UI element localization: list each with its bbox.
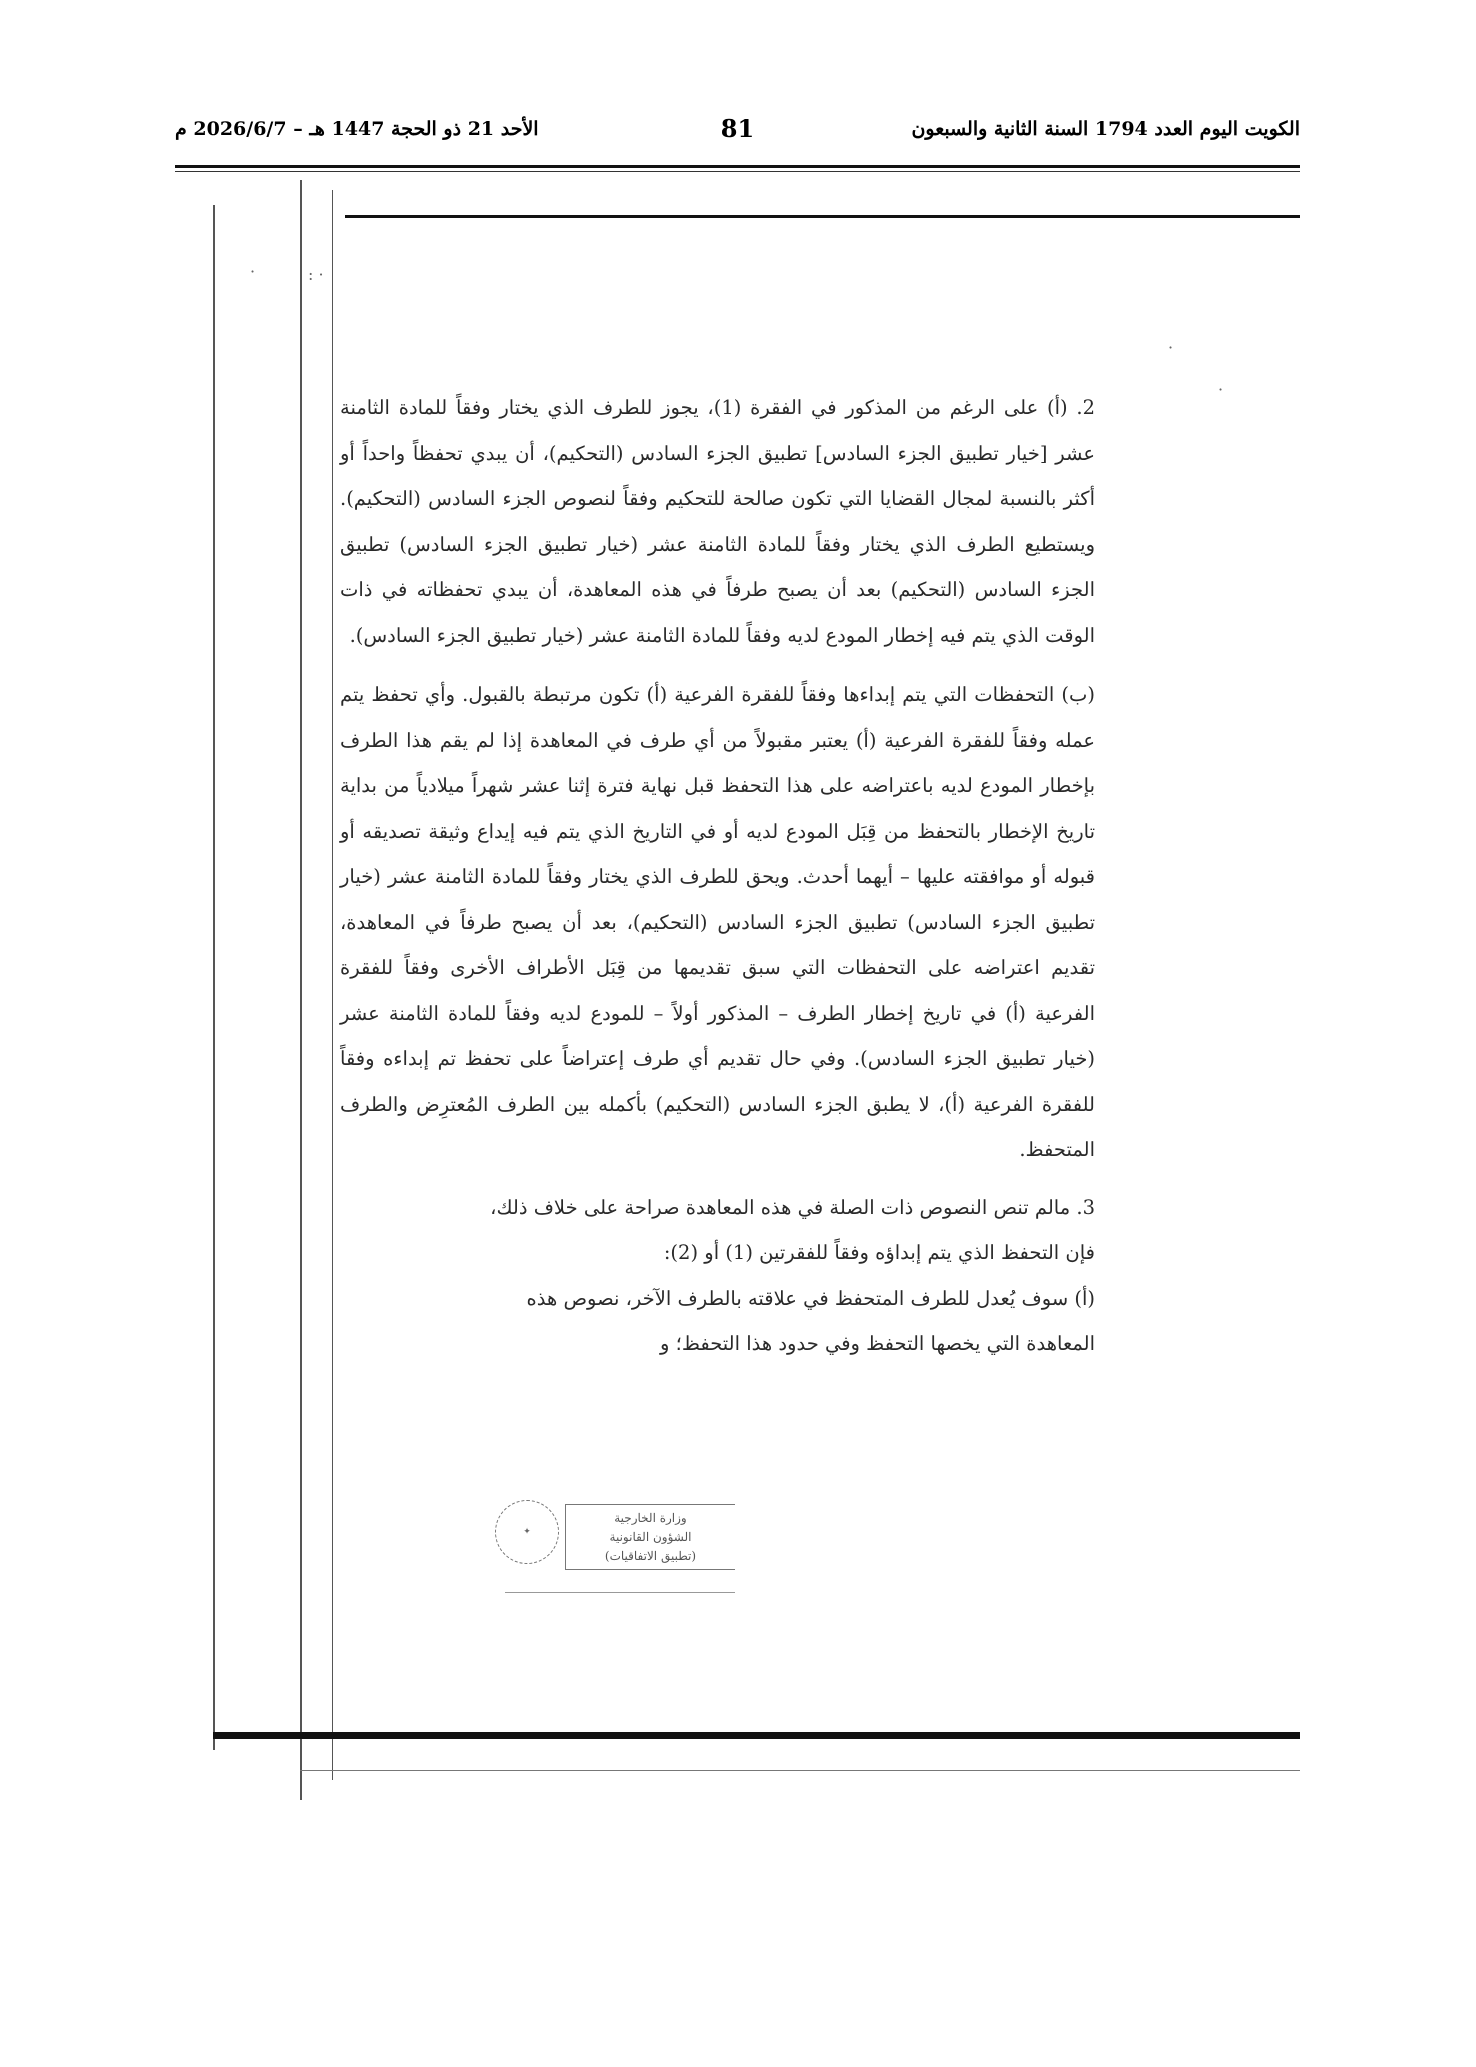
stamp-underline [505,1592,735,1593]
stamp-line: الشؤون القانونية [609,1530,692,1544]
scan-border-left-outer [213,205,215,1750]
header-gazette-issue: الكويت اليوم العدد 1794 السنة الثانية والسبعون [911,118,1300,140]
scan-specks: · [1218,380,1224,399]
stamp-seal-icon: ✦ [495,1500,559,1564]
page-number: 81 [720,114,755,143]
scan-border-left-inner2 [332,190,333,1780]
scan-border-bottom [213,1732,1300,1739]
scan-border-top [345,215,1300,218]
paragraph-3-line2: فإن التحفظ الذي يتم إبداؤه وفقاً للفقرتين (1) أو (2): [663,1241,1095,1264]
stamp-text-box [565,1504,735,1570]
stamp-line: وزارة الخارجية [614,1511,687,1525]
scan-border-left-inner [300,180,302,1800]
scan-specks: · [1168,338,1174,357]
scanned-document-body [340,385,1095,1367]
paragraph-2-b: (ب) التحفظات التي يتم إبداءها وفقاً للفقرة الفرعية (أ) تكون مرتبطة بالقبول. وأي تحفظ يتم عمله وفقاً للفقرة الفرعية (أ) يعتبر مقبولاً من أي طرف في المعاهدة إذا لم يقم هذا الطرف بإخطار المودع لديه باعتراضه على هذا التحفظ قبل نهاية فترة إثنا عشر شهراً ميلادياً من بداية تاريخ الإخطار بالتحفظ من قِبَل المودع لديه أو في التاريخ الذي يتم فيه إيداع وثيقة تصديقه أو قبوله أو موافقته عليها – أيهما أحدث. ويحق للطرف الذي يختار وفقاً للمادة الثامنة عشر (خيار تطبيق الجزء السادس) تطبيق الجزء السادس (التحكيم)، بعد أن يصبح طرفاً في المعاهدة، تقديم اعتراضه على التحفظات التي سبق تقديمها من قِبَل الأطراف الأخرى وفقاً للفقرة الفرعية (أ) في تاريخ إخطار الطرف – المذكور أولاً – للمودع لديه وفقاً للمادة الثامنة عشر (خيار تطبيق الجزء السادس). وفي حال تقديم أي طرف إعتراضاً على تحفظ تم إبداءه وفقاً للفقرة الفرعية (أ)، لا يطبق الجزء السادس (التحكيم) بأكمله بين الطرف المُعترِض والطرف المتحفظ. [340,683,1095,1161]
scan-specks: : · [308,265,324,284]
header-rule-thin [175,171,1300,172]
scan-specks: · [250,262,256,281]
scan-border-bottom-thin [300,1770,1300,1771]
paragraph-3-a-line1: (أ) سوف يُعدل للطرف المتحفظ في علاقته بالطرف الآخر، نصوص هذه [526,1286,1095,1310]
stamp-line: (تطبيق الاتفاقيات) [604,1549,697,1563]
page-header [175,114,1300,158]
paragraph-3-a-line2: المعاهدة التي يخصها التحفظ وفي حدود هذا التحفظ؛ و [660,1332,1095,1355]
paragraph-3-line1: 3. مالم تنص النصوص ذات الصلة في هذه المعاهدة صراحة على خلاف ذلك، [490,1195,1095,1219]
header-date: الأحد 21 ذو الحجة 1447 هـ – 2026/6/7 م [175,118,539,140]
header-rule-thick [175,165,1300,168]
ministry-stamp [495,1500,735,1582]
paragraph-2: 2. (أ) على الرغم من المذكور في الفقرة (1)، يجوز للطرف الذي يختار وفقاً للمادة الثامنة عشر [خيار تطبيق الجزء السادس] تطبيق الجزء السادس (التحكيم)، أن يبدي تحفظاً واحداً أو أكثر بالنسبة لمجال القضايا التي تكون صالحة للتحكيم وفقاً لنصوص الجزء السادس (التحكيم). ويستطيع الطرف الذي يختار وفقاً للمادة الثامنة عشر (خيار تطبيق الجزء السادس) تطبيق الجزء السادس (التحكيم) بعد أن يصبح طرفاً في هذه المعاهدة، أن يبدي تحفظاته في ذات الوقت الذي يتم فيه إخطار المودع لديه وفقاً للمادة الثامنة عشر (خيار تطبيق الجزء السادس). [340,396,1095,647]
